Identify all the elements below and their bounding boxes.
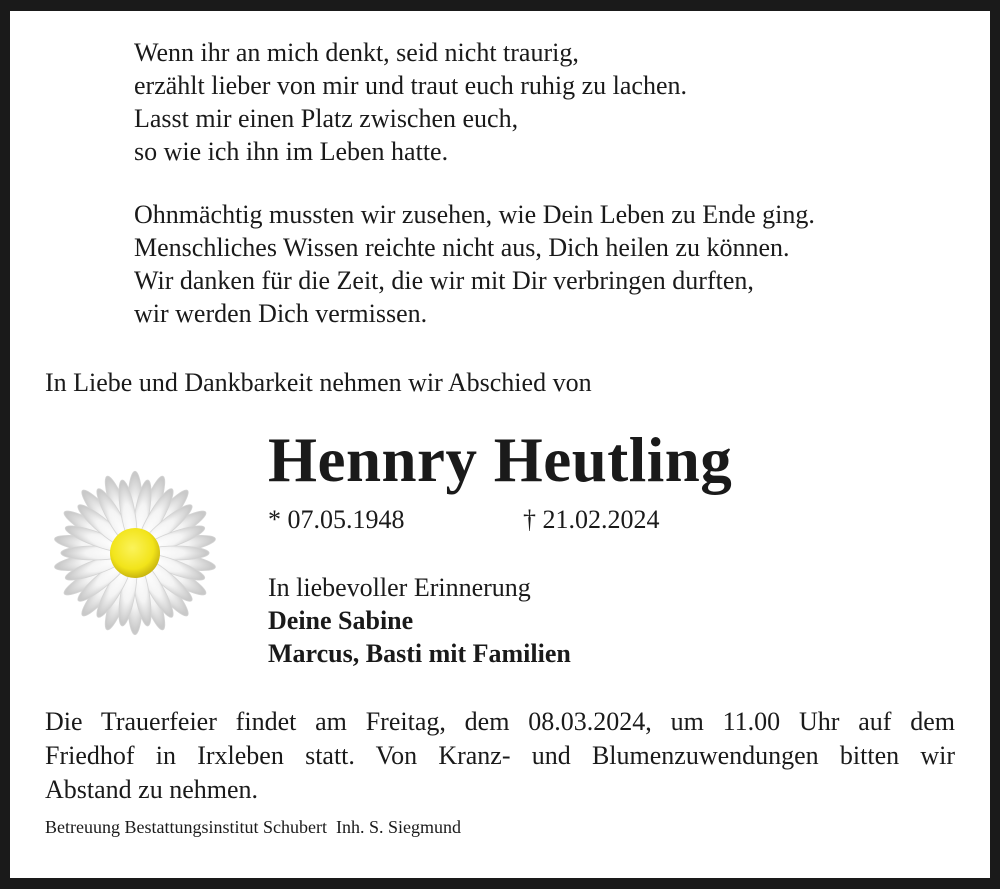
notice-line: Abstand zu nehmen. xyxy=(45,775,259,804)
poem-line: Menschliches Wissen reichte nicht aus, Dich heilen zu können. xyxy=(134,233,790,262)
daisy-icon xyxy=(42,458,222,648)
funeral-service-notice xyxy=(45,705,955,807)
poem-line: Wenn ihr an mich denkt, seid nicht traurig, xyxy=(134,38,579,67)
poem-line: wir werden Dich vermissen. xyxy=(134,299,428,328)
mourner-name: Deine Sabine xyxy=(268,606,414,635)
remembrance-line: In liebevoller Erinnerung xyxy=(268,573,531,602)
poem-stanza-1 xyxy=(134,36,687,168)
death-date: † 21.02.2024 xyxy=(523,505,660,534)
poem-line: so wie ich ihn im Leben hatte. xyxy=(134,137,449,166)
poem-stanza-2 xyxy=(134,198,815,330)
deceased-name: Hennry Heutling xyxy=(268,425,733,495)
undertaker-credit: Betreuung Bestattungsinstitut Schubert Inh. S. Siegmund xyxy=(45,817,461,837)
notice-line: Die Trauerfeier findet am Freitag, dem 08.03.2024, um 11.00 Uhr auf dem xyxy=(45,707,955,736)
farewell-intro: In Liebe und Dankbarkeit nehmen wir Abschied von xyxy=(45,368,592,397)
poem-line: Lasst mir einen Platz zwischen euch, xyxy=(134,104,519,133)
birth-date: * 07.05.1948 xyxy=(268,505,405,534)
poem-line: erzählt lieber von mir und traut euch ruhig zu lachen. xyxy=(134,71,688,100)
mourner-family: Marcus, Basti mit Familien xyxy=(268,639,571,668)
poem-line: Ohnmächtig mussten wir zusehen, wie Dein Leben zu Ende ging. xyxy=(134,200,815,229)
poem-line: Wir danken für die Zeit, die wir mit Dir verbringen durften, xyxy=(134,266,754,295)
mourners-block xyxy=(268,571,571,670)
notice-line: Friedhof in Irxleben statt. Von Kranz- und Blumenzuwendungen bitten wir xyxy=(45,741,955,770)
